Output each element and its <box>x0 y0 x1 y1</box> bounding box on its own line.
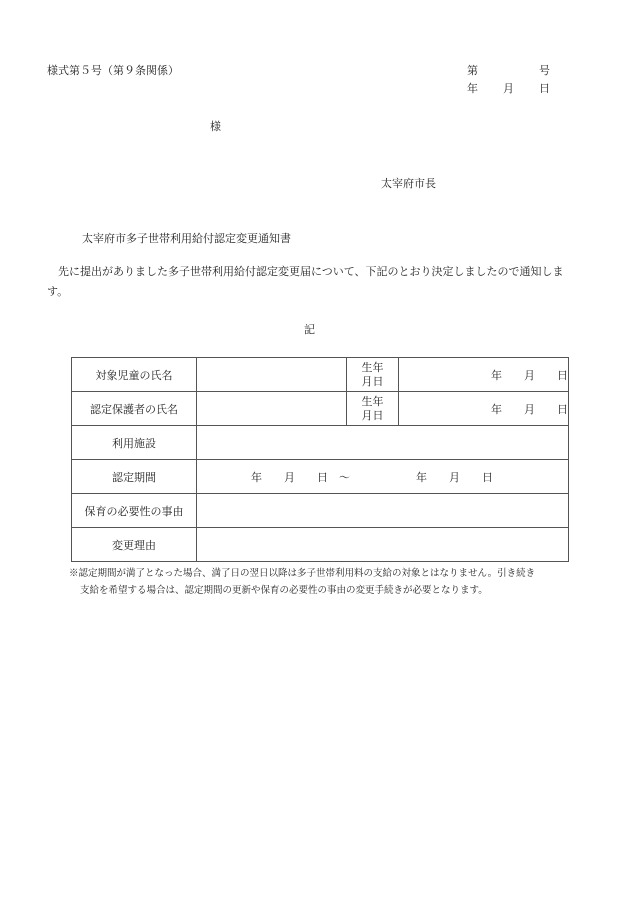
ki-heading: 記 <box>304 323 315 336</box>
child-birthdate-value[interactable]: 年 月 日 <box>399 358 569 392</box>
document-title: 太宰府市多子世帯利用給付認定変更通知書 <box>82 232 291 245</box>
necessity-reason-value[interactable] <box>197 494 569 528</box>
body-paragraph: 先に提出がありました多子世帯利用給付認定変更届について、下記のとおり決定しましたので通知します。 <box>47 265 564 298</box>
issue-year: 年 <box>467 82 478 95</box>
guardian-birthdate-label: 生年 月日 <box>347 392 399 426</box>
child-birthdate-label: 生年 月日 <box>347 358 399 392</box>
table-row <box>72 392 569 426</box>
form-number: 様式第５号（第９条関係） <box>47 64 179 77</box>
notification-table <box>71 357 569 562</box>
document-number <box>467 62 549 78</box>
table-row <box>72 358 569 392</box>
guardian-name-value[interactable] <box>197 392 347 426</box>
doc-no-prefix: 第 <box>467 64 478 77</box>
necessity-reason-label: 保育の必要性の事由 <box>72 494 197 528</box>
child-name-value[interactable] <box>197 358 347 392</box>
issue-date <box>467 80 549 96</box>
period-value[interactable]: 年 月 日 ～ 年 月 日 <box>197 460 569 494</box>
table-row <box>72 494 569 528</box>
facility-label: 利用施設 <box>72 426 197 460</box>
period-label: 認定期間 <box>72 460 197 494</box>
doc-no-suffix: 号 <box>539 64 550 77</box>
table-row <box>72 426 569 460</box>
change-reason-label: 変更理由 <box>72 528 197 562</box>
table-row <box>72 460 569 494</box>
change-reason-value[interactable] <box>197 528 569 562</box>
guardian-birthdate-value[interactable]: 年 月 日 <box>399 392 569 426</box>
issue-month: 月 <box>503 82 514 95</box>
child-name-label: 対象児童の氏名 <box>72 358 197 392</box>
guardian-name-label: 認定保護者の氏名 <box>72 392 197 426</box>
table-row <box>72 528 569 562</box>
note-line-1: ※認定期間が満了となった場合、満了日の翌日以降は多子世帯利用料の支給の対象とはなりません。引き続き <box>69 568 536 579</box>
facility-value[interactable] <box>197 426 569 460</box>
issuer: 太宰府市長 <box>381 177 436 190</box>
issue-day: 日 <box>539 82 550 95</box>
note-line-2: 支給を希望する場合は、認定期間の更新や保育の必要性の事由の変更手続きが必要となります。 <box>80 585 488 596</box>
recipient-suffix: 様 <box>210 120 221 133</box>
